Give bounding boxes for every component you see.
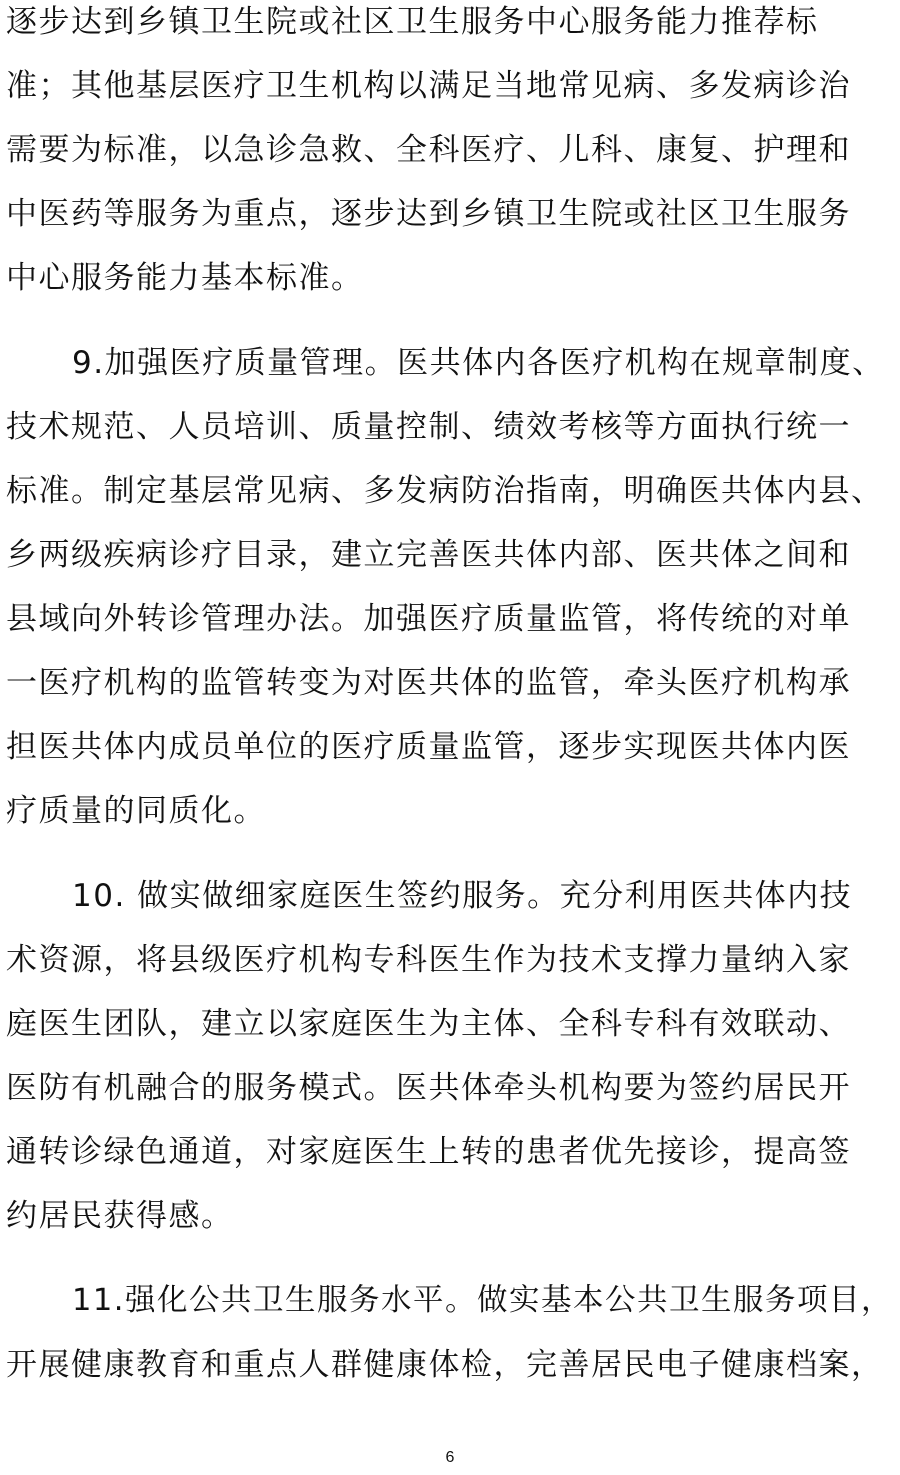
text-line: 疗质量的同质化。 [6, 793, 266, 829]
text-line: 准；其他基层医疗卫生机构以满足当地常见病、多发病诊治 [6, 68, 851, 104]
text-line: 县域向外转诊管理办法。加强医疗质量监管，将传统的对单 [6, 601, 851, 637]
text-line: 技术规范、人员培训、质量控制、绩效考核等方面执行统一 [6, 409, 851, 445]
text-line: 担医共体内成员单位的医疗质量监管，逐步实现医共体内医 [6, 729, 851, 765]
paragraph-11-first-line: 11.强化公共卫生服务水平。做实基本公共卫生服务项目， [72, 1283, 894, 1318]
text-line: 逐步达到乡镇卫生院或社区卫生服务中心服务能力推荐标 [6, 4, 819, 40]
paragraph-10-first-line: 10. 做实做细家庭医生签约服务。充分利用医共体内技 [72, 878, 853, 914]
text-line: 约居民获得感。 [6, 1198, 234, 1234]
text-line: 庭医生团队，建立以家庭医生为主体、全科专科有效联动、 [6, 1006, 851, 1042]
text-line: 通转诊绿色通道，对家庭医生上转的患者优先接诊，提高签 [6, 1134, 851, 1170]
text-line: 乡两级疾病诊疗目录，建立完善医共体内部、医共体之间和 [6, 537, 851, 573]
text-line: 中心服务能力基本标准。 [6, 260, 364, 296]
paragraph-9-first-line: 9.加强医疗质量管理。医共体内各医疗机构在规章制度、 [72, 345, 885, 381]
text-line: 术资源，将县级医疗机构专科医生作为技术支撑力量纳入家 [6, 942, 851, 978]
text-line: 开展健康教育和重点人群健康体检，完善居民电子健康档案， [6, 1347, 884, 1383]
text-line: 中医药等服务为重点，逐步达到乡镇卫生院或社区卫生服务 [6, 196, 851, 232]
page-number: 6 [445, 1449, 455, 1466]
text-line: 需要为标准，以急诊急救、全科医疗、儿科、康复、护理和 [6, 132, 851, 168]
text-line: 一医疗机构的监管转变为对医共体的监管，牵头医疗机构承 [6, 665, 851, 701]
text-line: 医防有机融合的服务模式。医共体牵头机构要为签约居民开 [6, 1070, 851, 1106]
text-line: 标准。制定基层常见病、多发病防治指南，明确医共体内县、 [6, 473, 884, 509]
